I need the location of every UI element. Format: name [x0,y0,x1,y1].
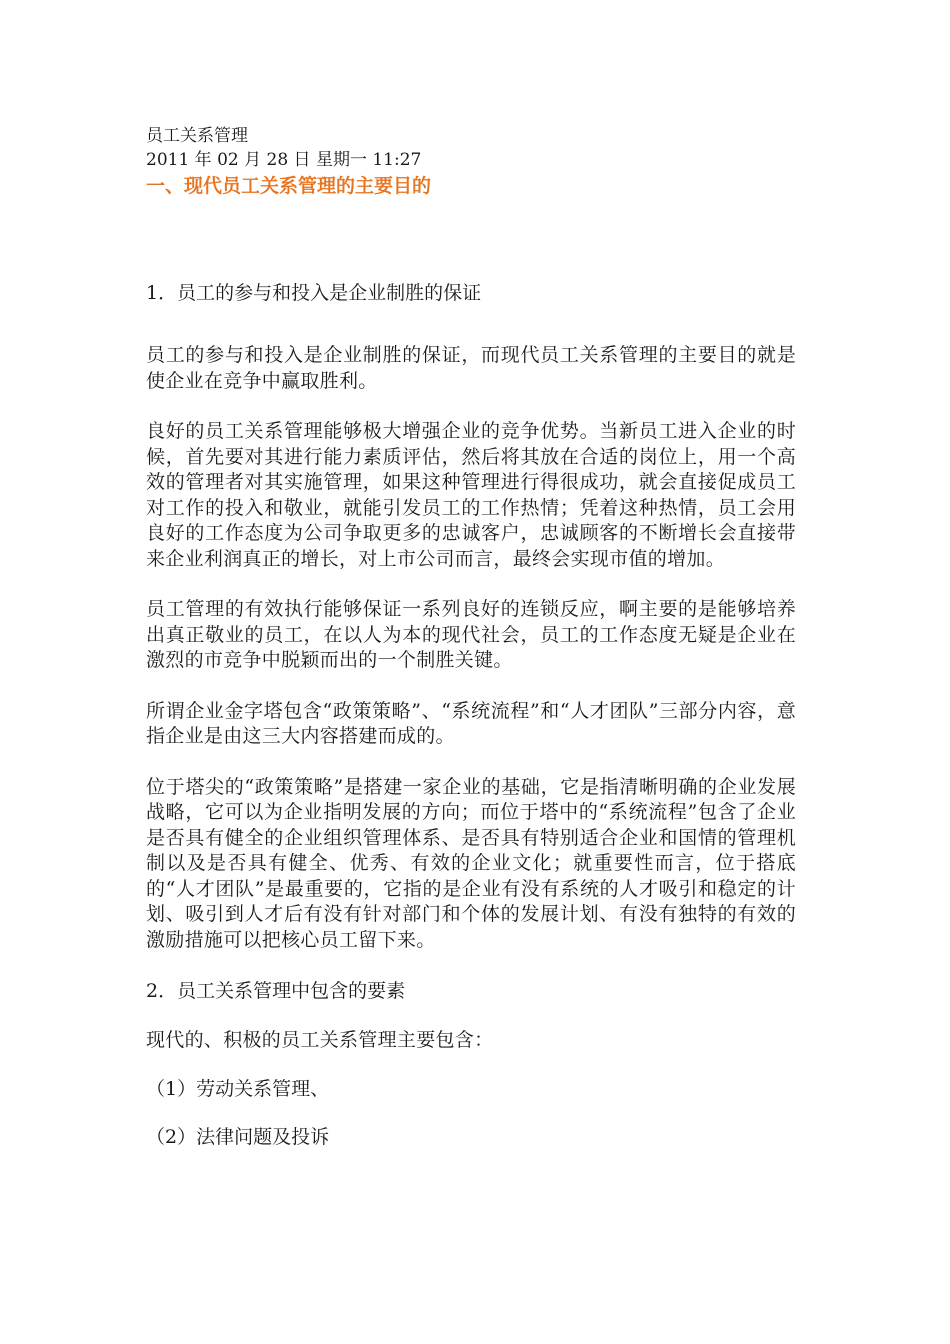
paragraph-intro-2: 现代的、积极的员工关系管理主要包含： [146,1029,494,1051]
paragraph-4: 所谓企业金字塔包含“政策策略”、“系统流程”和“人才团队”三部分内容，意指企业是由这三大内容搭建而成的。 [146,699,796,747]
paragraph-1: 员工的参与和投入是企业制胜的保证，而现代员工关系管理的主要目的就是使企业在竞争中赢取胜利。 [146,344,796,392]
section-heading: 一、现代员工关系管理的主要目的 [146,175,432,197]
paragraph-3: 员工管理的有效执行能够保证一系列良好的连锁反应，啊主要的是能够培养出真正敬业的员工，在以人为本的现代社会，员工的工作态度无疑是企业在激烈的市竞争中脱颖而出的一个制胜关键。 [146,598,796,671]
subsection-title-2: 2．员工关系管理中包含的要素 [146,980,406,1002]
document-page [146,124,796,1150]
list-item-2: （2）法律问题及投诉 [146,1125,330,1148]
subsection-title-1: 1．员工的参与和投入是企业制胜的保证 [146,282,482,304]
list-item-1: （1）劳动关系管理、 [146,1077,330,1100]
paragraph-2: 良好的员工关系管理能够极大增强企业的竞争优势。当新员工进入企业的时候，首先要对其进行能力素质评估，然后将其放在合适的岗位上，用一个高效的管理者对其实施管理，如果这种管理进行得很成功，就会直接促成员工对工作的投入和敬业，就能引发员工的工作热情；凭着这种热情，员工会用良好的工作态度为公司争取更多的忠诚客户，忠诚顾客的不断增长会直接带来企业利润真正的增长，对上市公司而言，最终会实现市值的增加。 [146,420,796,570]
paragraph-5: 位于塔尖的“政策策略”是搭建一家企业的基础，它是指清晰明确的企业发展战略，它可以为企业指明发展的方向；而位于塔中的“系统流程”包含了企业是否具有健全的企业组织管理体系、是否具有特别适合企业和国情的管理机制以及是否具有健全、优秀、有效的企业文化；就重要性而言，位于搭底的“人才团队”是最重要的，它指的是企业有没有系统的人才吸引和稳定的计划、吸引到人才后有没有针对部门和个体的发展计划、有没有独特的有效的激励措施可以把核心员工留下来。 [146,775,796,951]
document-title: 员工关系管理 [146,126,248,146]
document-date: 2011 年 02 月 28 日 星期一 11:27 [146,150,422,170]
